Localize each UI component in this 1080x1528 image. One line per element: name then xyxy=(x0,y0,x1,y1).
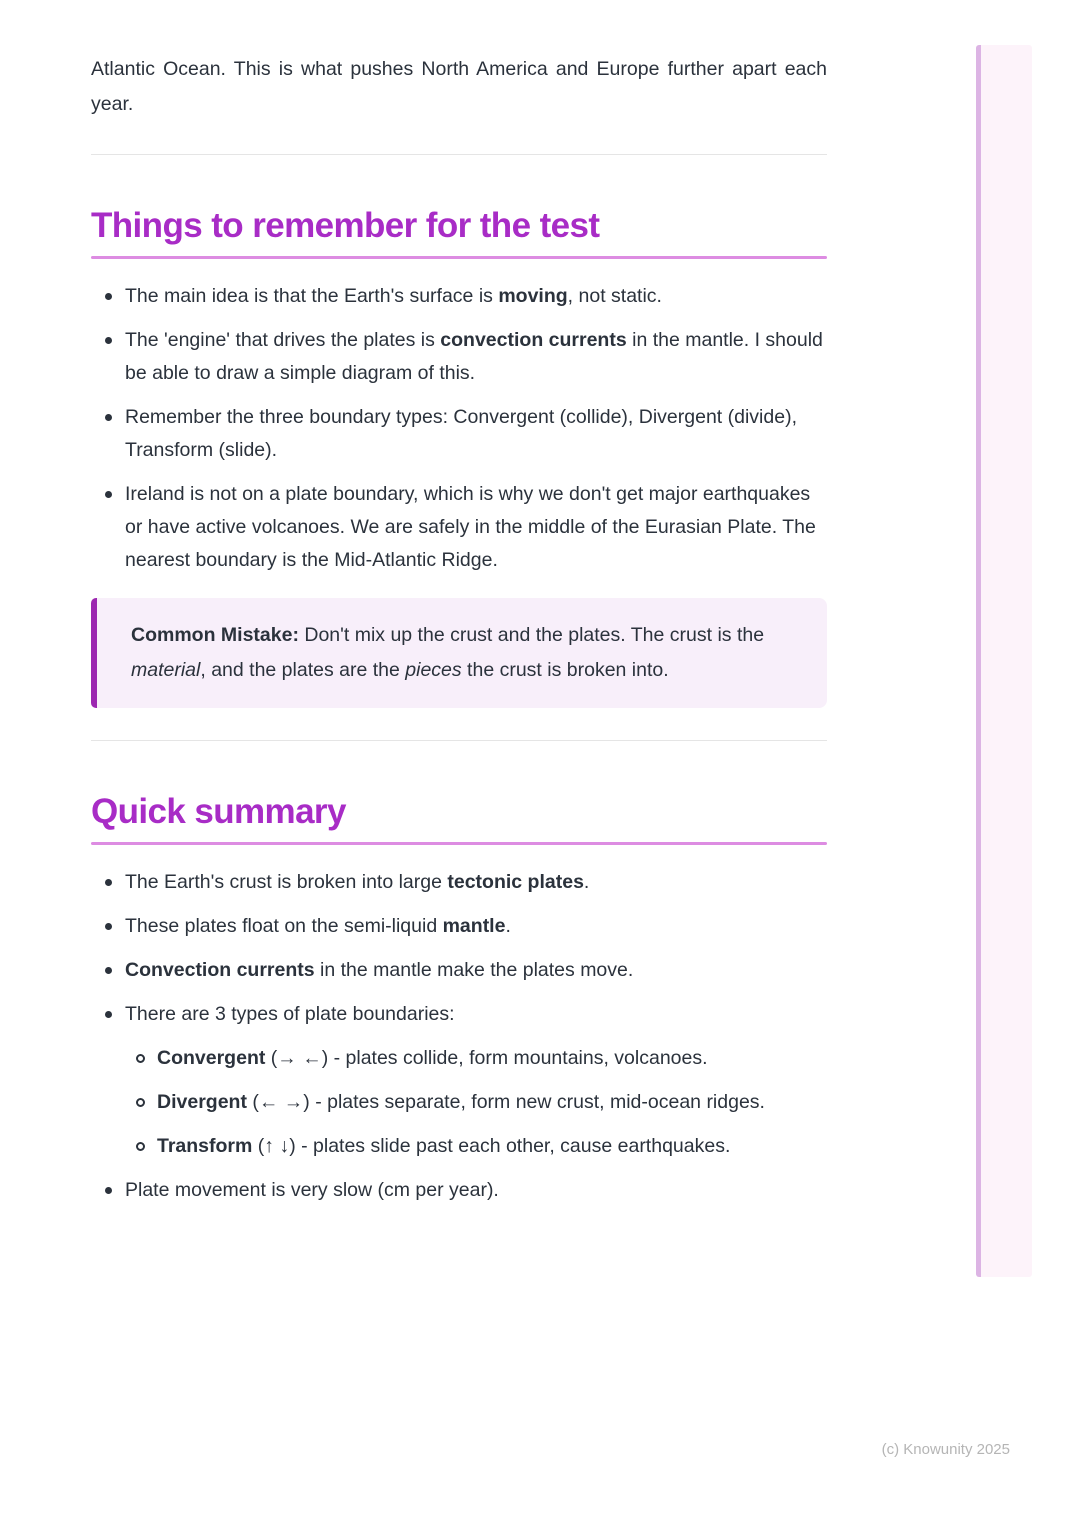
section-divider xyxy=(91,154,827,155)
list-item: Plate movement is very slow (cm per year). xyxy=(91,1174,827,1207)
quick-summary-list xyxy=(91,866,827,1207)
document-content xyxy=(91,0,827,1218)
list-item: Remember the three boundary types: Convergent (collide), Divergent (divide), Transform (slide). xyxy=(91,401,827,467)
title-underline xyxy=(91,256,827,259)
list-item: The 'engine' that drives the plates is convection currents in the mantle. I should be able to draw a simple diagram of this. xyxy=(91,324,827,390)
section-title-quick-summary: Quick summary xyxy=(91,792,346,831)
list-item-text: There are 3 types of plate boundaries: xyxy=(125,1003,455,1025)
callout-text: Common Mistake: Don't mix up the crust and the plates. The crust is the material, and the plates are the pieces the crust is broken into. xyxy=(131,624,765,681)
sub-list-item: Convergent (→ ←) - plates collide, form mountains, volcanoes. xyxy=(125,1042,827,1075)
list-item xyxy=(91,998,827,1163)
common-mistake-callout xyxy=(91,598,827,708)
list-item: These plates float on the semi-liquid mantle. xyxy=(91,910,827,943)
intro-paragraph: Atlantic Ocean. This is what pushes North America and Europe further apart each year. xyxy=(91,58,827,115)
list-item: Ireland is not on a plate boundary, which is why we don't get major earthquakes or have active volcanoes. We are safely in the middle of the Eurasian Plate. The nearest boundary is the Mid-Atlantic Ridge. xyxy=(91,478,827,577)
section-divider xyxy=(91,740,827,741)
list-item: The Earth's crust is broken into large tectonic plates. xyxy=(91,866,827,899)
things-to-remember-list xyxy=(91,280,827,577)
footer-copyright: (c) Knowunity 2025 xyxy=(881,1441,1010,1458)
section-title-things-to-remember: Things to remember for the test xyxy=(91,206,600,245)
right-margin-strip xyxy=(976,45,1032,1277)
title-underline xyxy=(91,842,827,845)
sub-list-item: Transform (↑ ↓) - plates slide past each other, cause earthquakes. xyxy=(125,1130,827,1163)
boundary-types-sublist xyxy=(125,1042,827,1163)
list-item: Convection currents in the mantle make the plates move. xyxy=(91,954,827,987)
list-item: The main idea is that the Earth's surface is moving, not static. xyxy=(91,280,827,313)
sub-list-item: Divergent (← →) - plates separate, form new crust, mid-ocean ridges. xyxy=(125,1086,827,1119)
